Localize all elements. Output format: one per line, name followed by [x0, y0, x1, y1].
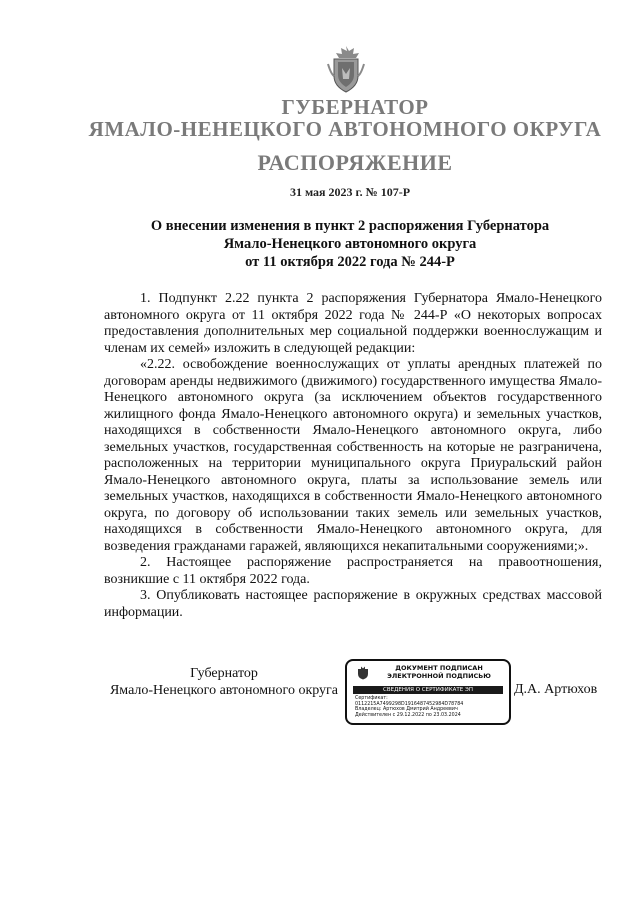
signatory-position [104, 665, 344, 699]
date-and-number: 31 мая 2023 г. № 107-Р [289, 185, 411, 199]
paragraph-2: «2.22. освобождение военнослужащих от уплаты арендных платежей по договорам аренды недвижимого (движимого) государственного имущества Ямало-Ненецкого автономного округа (за исключением объектов государственного жилищного фонда Ямало-Ненецкого автономного округа) и земельных участков, находящихся в собственности Ямало-Ненецкого автономного округа, либо земельных участков, государственная собственность на которые не разграничена, расположенных на территории муниципального округа Приуральский район Ямало-Ненецкого автономного округа, платы за использование земель или земельных участков, находящихся в собственности Ямало-Ненецкого автономного округа, по договору об использовании таких земель или земельных участков, находящихся в собственности Ямало-Ненецкого автономного округа, для возведения гражданами гаражей, являющихся некапитальными сооружениями;». [104, 357, 602, 554]
stamp-cert-value: 0112215A7499298D1916487452984D78784 [355, 701, 464, 707]
electronic-signature-stamp [345, 659, 511, 725]
subject-line-3: от 11 октября 2022 года № 244-Р [245, 254, 455, 270]
paragraph-1: 1. Подпункт 2.22 пункта 2 распоряжения Губернатора Ямало-Ненецкого автономного округа от 11 октября 2022 года № 244-Р «О некоторых вопросах предоставления дополнительных мер социальной поддержки военнослужащим и членам их семей» изложить в следующей редакции: [104, 291, 602, 356]
subject-line-2: Ямало-Ненецкого автономного округа [223, 236, 477, 252]
stamp-certificate-info [355, 696, 507, 718]
subject-line-1: О внесении изменения в пункт 2 распоряжения Губернатора [150, 218, 550, 234]
document-body [104, 291, 602, 621]
signatory-name: Д.А. Артюхов [514, 682, 598, 697]
stamp-heading-line-1: ДОКУМЕНТ ПОДПИСАН [395, 664, 483, 672]
paragraph-3: 2. Настоящее распоряжение распространяется на правоотношения, возникшие с 11 октября 2022 года. [104, 555, 602, 587]
stamp-bar: СВЕДЕНИЯ О СЕРТИФИКАТЕ ЭП [353, 686, 503, 694]
document-type: РАСПОРЯЖЕНИЕ [257, 150, 453, 175]
stamp-coat-of-arms-icon [357, 666, 369, 680]
header-title: ГУБЕРНАТОР [281, 95, 429, 119]
document-subject [0, 217, 640, 271]
coat-of-arms-icon [326, 44, 366, 94]
paragraph-4: 3. Опубликовать настоящее распоряжение в окружных средствах массовой информации. [104, 588, 602, 620]
stamp-cert-label: Сертификат: [355, 696, 388, 701]
stamp-heading-line-2: ЭЛЕКТРОННОЙ ПОДПИСЬЮ [387, 671, 491, 680]
position-line-2: Ямало-Ненецкого автономного округа [109, 683, 339, 698]
header-region: ЯМАЛО-НЕНЕЦКОГО АВТОНОМНОГО ОКРУГА [88, 117, 602, 141]
position-line-1: Губернатор [190, 666, 258, 681]
stamp-owner: Владелец: Артюхов Дмитрий Андреевич [355, 707, 458, 713]
stamp-validity: Действителен с 29.12.2022 по 23.03.2024 [355, 712, 461, 718]
stamp-heading [373, 665, 505, 680]
